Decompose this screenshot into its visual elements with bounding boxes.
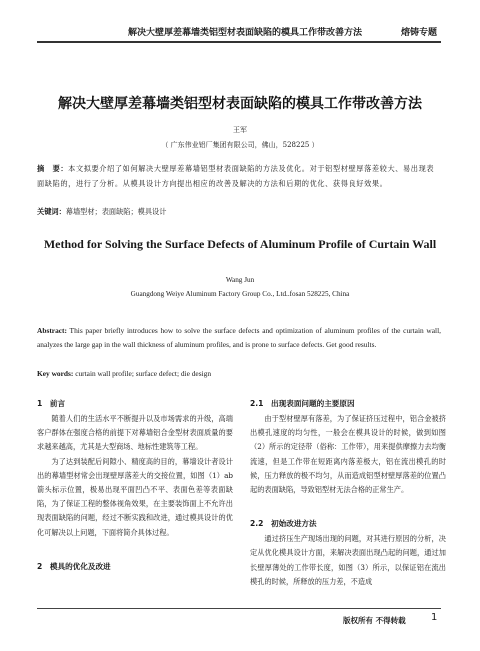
footer-copyright: 版权所有 不得转载 — [343, 616, 406, 625]
keywords-text-en: curtain wall profile; surface defect; die design — [73, 369, 212, 378]
header-divider — [37, 41, 441, 43]
section-2-1-paragraph: 由于型材壁厚有落差，为了保证挤压过程中，铝合金被挤出模孔速度的均匀性，一般会在模具设计的时候，做到如图（2）所示的定径带（俗称：工作带），用来提供摩擦力去均衡流速，但是工作带在短距离内落差极大，铝在流出模孔的时候，压力释放的极不均匀，从而造成铝型材壁厚落差的位置凸起的表面缺陷，导致铝型材无法合格的正常生产。 — [250, 414, 446, 495]
affiliation-cn: （ 广东伟业铝厂集团有限公司，佛山，528225 ） — [161, 141, 319, 149]
section-1-paragraph-1: 随着人们的生活水平不断提升以及市场需求的升级，高端客户群体在强度合格的前提下对幕墙铝合金型材表面质量的要求越来越高，尤其是大型商场、地标性建筑等工程。 — [37, 414, 233, 452]
running-header — [0, 0, 480, 40]
abstract-cn — [37, 162, 441, 191]
body-column-left — [37, 395, 233, 575]
author-en: Wang Jun — [225, 276, 255, 284]
keywords-label-cn: 关键词： — [37, 207, 66, 216]
affiliation-en: Guangdong Weiye Aluminum Factory Group Co., Ltd..fosan 528225, China — [130, 290, 350, 298]
section-1-paragraph-2: 为了达到装配后间隙小、精度高的目的，幕墙设计者设计出的幕墙型材常会出现壁厚落差大的交接位置，如图（1）ab 箭头标示位置，极易出现平面凹凸不平、表面色差等表面缺陷，为了保证工程的整体视角效果，在主要装饰面上不允许出现表面缺陷的问题，经过不断实践和改进，通过模具设计的优化可解决以上问题，下面将简介具体过程。 — [37, 456, 233, 537]
keywords-text-cn: 幕墙型材；表面缺陷；模具设计 — [65, 207, 167, 216]
section-heading-2: 2 模具的优化及改进 — [37, 561, 111, 571]
paper-title-cn: 解决大壁厚差幕墙类铝型材表面缺陷的模具工作带改善方法 — [58, 96, 422, 112]
author-cn: 王军 — [233, 126, 247, 134]
abstract-text-cn: 本文拟要介绍了如何解决大壁厚差幕墙铝型材表面缺陷的方法及优化。对于铝型材壁厚落差较大、易出现表面缺陷的，进行了分析。从模具设计方向提出相应的改善及解决的方法和后期的优化、获得良好效果。 — [37, 164, 435, 188]
section-2-2-paragraph: 通过挤压生产现场出现的问题，对其进行原因的分析，决定从优化模具设计方面，来解决表面出现凸起的问题，通过加长壁厚薄处的工作带长度，如图（3）所示，以保证铝在流出模孔的时候，所释放的压力差，不造成 — [250, 534, 446, 586]
page-number: 1 — [431, 612, 438, 623]
abstract-label-en: Abstract: — [37, 326, 67, 335]
body-column-right — [250, 395, 446, 589]
abstract-text-en: This paper briefly introduces how to solve the surface defects and optimization of aluminum profiles of the curtain wall, analyzes the large gap in the wall thickness of aluminum profiles, and is prone to surface defects. Get good results. — [37, 326, 441, 349]
section-heading-2-1: 2.1 出现表面问题的主要原因 — [250, 399, 355, 408]
keywords-cn — [37, 207, 441, 217]
paper-title-en: Method for Solving the Surface Defects of Aluminum Profile of Curtain Wall — [43, 237, 437, 251]
footer-divider — [37, 608, 441, 609]
abstract-label-cn: 摘 要： — [37, 164, 69, 173]
keywords-label-en: Key words: — [37, 369, 74, 378]
section-heading-2-2: 2.2 初始改进方法 — [250, 519, 317, 529]
section-heading-1: 1 前言 — [37, 399, 66, 408]
abstract-en — [37, 324, 441, 352]
running-header-title: 解决大壁厚差幕墙类铝型材表面缺陷的模具工作带改善方法 — [128, 28, 363, 38]
running-header-section: 熔铸专题 — [401, 28, 438, 38]
keywords-en — [37, 369, 441, 378]
